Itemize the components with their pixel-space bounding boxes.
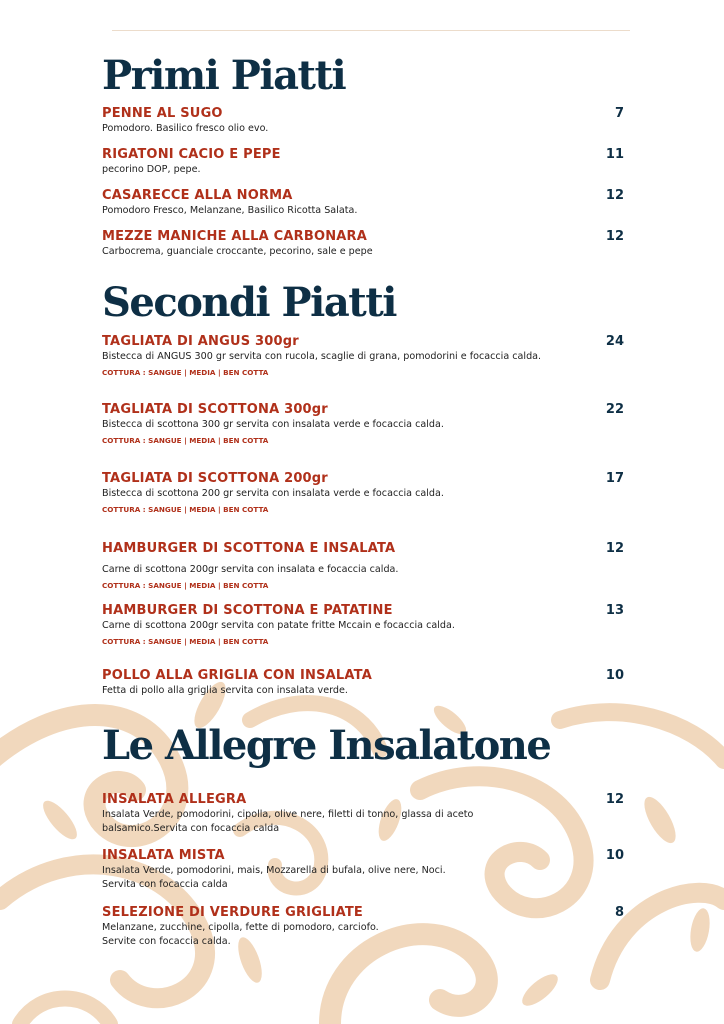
item-name: TAGLIATA DI ANGUS 300gr bbox=[102, 334, 299, 349]
top-divider bbox=[112, 30, 630, 31]
item-description: Insalata Verde, pomodorini, mais, Mozzarella di bufala, olive nere, Noci. bbox=[102, 865, 446, 876]
cooking-options: COTTURA : SANGUE | MEDIA | BEN COTTA bbox=[102, 581, 269, 590]
item-price: 12 bbox=[605, 541, 624, 556]
item-price: 24 bbox=[605, 334, 624, 349]
item-description: Servita con focaccia calda bbox=[102, 879, 228, 890]
menu-item bbox=[102, 471, 624, 515]
menu-item bbox=[102, 668, 624, 698]
item-description: Pomodoro. Basilico fresco olio evo. bbox=[102, 123, 269, 134]
item-name: SELEZIONE DI VERDURE GRIGLIATE bbox=[102, 905, 363, 920]
item-price: 7 bbox=[614, 106, 624, 121]
item-description: pecorino DOP, pepe. bbox=[102, 164, 201, 175]
menu-item bbox=[102, 792, 624, 836]
menu-item bbox=[102, 848, 624, 892]
menu-item bbox=[102, 229, 624, 259]
cooking-options: COTTURA : SANGUE | MEDIA | BEN COTTA bbox=[102, 368, 269, 377]
item-name: HAMBURGER DI SCOTTONA E INSALATA bbox=[102, 541, 396, 556]
item-price: 8 bbox=[614, 905, 624, 920]
item-description: Insalata Verde, pomodorini, cipolla, olive nere, filetti di tonno, glassa di aceto bbox=[102, 809, 474, 820]
item-description: Bistecca di scottona 200 gr servita con insalata verde e focaccia calda. bbox=[102, 488, 444, 499]
section-title: Secondi Piatti bbox=[102, 279, 396, 326]
cooking-options: COTTURA : SANGUE | MEDIA | BEN COTTA bbox=[102, 436, 269, 445]
item-description: Carbocrema, guanciale croccante, pecorino, sale e pepe bbox=[102, 246, 373, 257]
item-description: Bistecca di scottona 300 gr servita con insalata verde e focaccia calda. bbox=[102, 419, 444, 430]
menu-item bbox=[102, 188, 624, 218]
item-price: 13 bbox=[605, 603, 624, 618]
item-price: 12 bbox=[605, 229, 624, 244]
item-name: HAMBURGER DI SCOTTONA E PATATINE bbox=[102, 603, 393, 618]
item-description: Pomodoro Fresco, Melanzane, Basilico Ricotta Salata. bbox=[102, 205, 358, 216]
item-price: 17 bbox=[605, 471, 624, 486]
item-description: Carne di scottona 200gr servita con patate fritte Mccain e focaccia calda. bbox=[102, 620, 455, 631]
menu-item bbox=[102, 905, 624, 949]
item-name: PENNE AL SUGO bbox=[102, 106, 223, 121]
menu-item bbox=[102, 541, 624, 591]
item-name: RIGATONI CACIO E PEPE bbox=[102, 147, 281, 162]
section-title: Le Allegre Insalatone bbox=[102, 722, 551, 769]
item-price: 12 bbox=[605, 188, 624, 203]
item-price: 10 bbox=[605, 848, 624, 863]
item-description: Carne di scottona 200gr servita con insalata e focaccia calda. bbox=[102, 564, 399, 575]
menu-item bbox=[102, 334, 624, 378]
menu-item bbox=[102, 147, 624, 177]
item-name: INSALATA MISTA bbox=[102, 848, 225, 863]
menu-item bbox=[102, 106, 624, 136]
item-name: TAGLIATA DI SCOTTONA 200gr bbox=[102, 471, 328, 486]
item-description: Bistecca di ANGUS 300 gr servita con rucola, scaglie di grana, pomodorini e focaccia calda. bbox=[102, 351, 542, 362]
item-name: CASARECCE ALLA NORMA bbox=[102, 188, 293, 203]
item-name: INSALATA ALLEGRA bbox=[102, 792, 247, 807]
cooking-options: COTTURA : SANGUE | MEDIA | BEN COTTA bbox=[102, 505, 269, 514]
menu-item bbox=[102, 603, 624, 647]
item-name: POLLO ALLA GRIGLIA CON INSALATA bbox=[102, 668, 372, 683]
item-name: MEZZE MANICHE ALLA CARBONARA bbox=[102, 229, 368, 244]
item-price: 22 bbox=[605, 402, 624, 417]
item-description: Melanzane, zucchine, cipolla, fette di pomodoro, carciofo. bbox=[102, 922, 379, 933]
menu-item bbox=[102, 402, 624, 446]
item-name: TAGLIATA DI SCOTTONA 300gr bbox=[102, 402, 328, 417]
item-price: 11 bbox=[605, 147, 624, 162]
item-description: balsamico.Servita con focaccia calda bbox=[102, 823, 280, 834]
item-description: Servite con focaccia calda. bbox=[102, 936, 231, 947]
item-description: Fetta di pollo alla griglia servita con insalata verde. bbox=[102, 685, 348, 696]
item-price: 12 bbox=[605, 792, 624, 807]
cooking-options: COTTURA : SANGUE | MEDIA | BEN COTTA bbox=[102, 637, 269, 646]
section-title: Primi Piatti bbox=[102, 52, 346, 99]
item-price: 10 bbox=[605, 668, 624, 683]
